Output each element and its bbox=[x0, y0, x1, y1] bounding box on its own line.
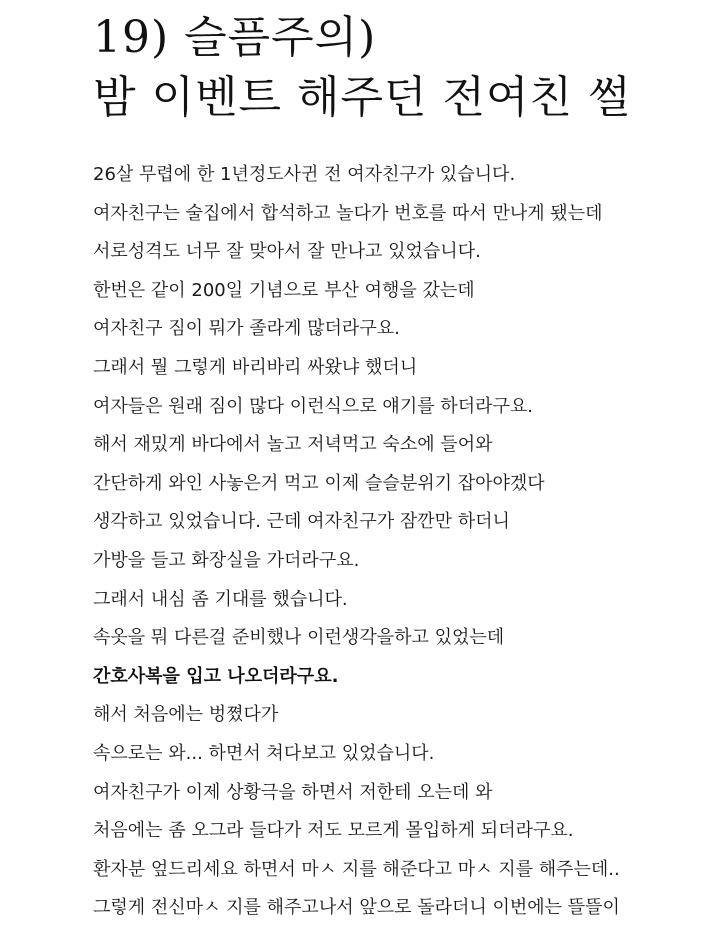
story-line: 그래서 내심 좀 기대를 했습니다. bbox=[93, 588, 348, 610]
story-line: 간단하게 와인 사놓은거 먹고 이제 슬슬분위기 잡아야겠다 bbox=[93, 472, 545, 494]
story-line: 그래서 뭘 그렇게 바리바리 싸왔냐 했더니 bbox=[93, 356, 418, 378]
title-line-2: 밤 이벤트 해주던 전여친 썰 bbox=[93, 72, 632, 123]
story-line-emphasis: 간호사복을 입고 나오더라구요. bbox=[93, 665, 339, 687]
story-line: 여자친구가 이제 상황극을 하면서 저한테 오는데 와 bbox=[93, 781, 493, 803]
story-line: 생각하고 있었습니다. 근데 여자친구가 잠깐만 하더니 bbox=[93, 511, 510, 533]
story-line: 한번은 같이 200일 기념으로 부산 여행을 갔는데 bbox=[93, 279, 475, 301]
story-line: 해서 처음에는 벙쪘다가 bbox=[93, 704, 279, 726]
story-line: 환자분 엎드리세요 하면서 마ㅅ 지를 해준다고 마ㅅ 지를 해주는데.. bbox=[93, 858, 620, 880]
story-line: 처음에는 좀 오그라 들다가 저도 모르게 몰입하게 되더라구요. bbox=[93, 820, 574, 842]
story-line: 그렇게 전신마ㅅ 지를 해주고나서 앞으로 돌라더니 이번에는 뜰뜰이 bbox=[93, 897, 620, 919]
story-line: 서로성격도 너무 잘 맞아서 잘 만나고 있었습니다. bbox=[93, 241, 481, 263]
story-line: 여자친구는 술집에서 합석하고 놀다가 번호를 따서 만나게 됐는데 bbox=[93, 202, 603, 224]
story-line: 26살 무렵에 한 1년정도사귄 전 여자친구가 있습니다. bbox=[93, 164, 516, 185]
title-line-1: 19) 슬픔주의) bbox=[93, 12, 377, 63]
page-title bbox=[93, 8, 693, 128]
story-line: 해서 재밌게 바다에서 놀고 저녁먹고 숙소에 들어와 bbox=[93, 434, 493, 456]
story-line: 여자친구 짐이 뭐가 졸라게 많더라구요. bbox=[93, 318, 400, 340]
story-line: 여자들은 원래 짐이 많다 이런식으로 얘기를 하더라구요. bbox=[93, 395, 533, 417]
story-body bbox=[93, 156, 693, 928]
story-line: 속으로는 와... 하면서 쳐다보고 있었습니다. bbox=[93, 742, 435, 764]
story-line: 속옷을 뭐 다른걸 준비했나 이런생각을하고 있었는데 bbox=[93, 627, 505, 649]
story-line: 가방을 들고 화장실을 가더라구요. bbox=[93, 549, 360, 571]
